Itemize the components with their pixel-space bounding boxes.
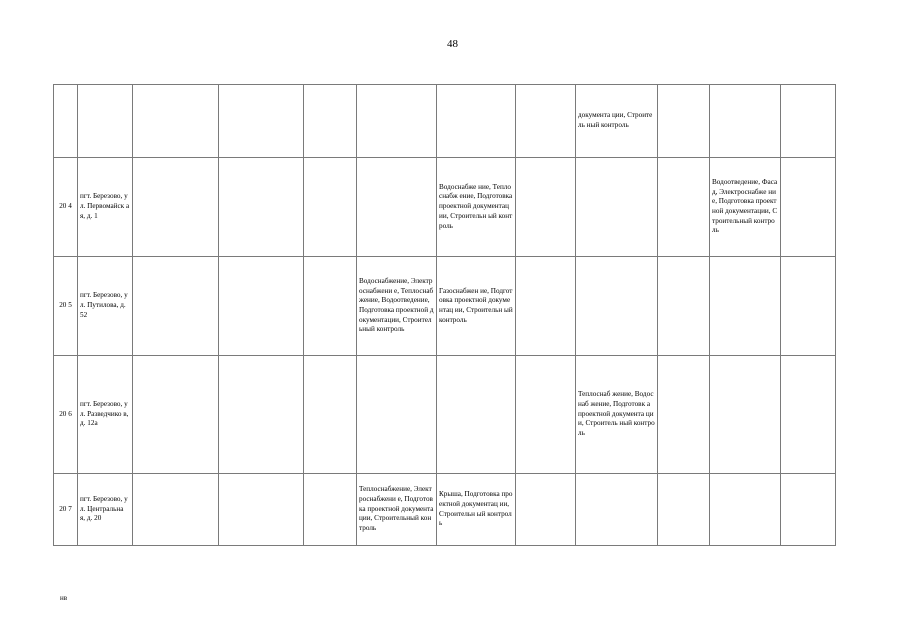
empty-cell <box>516 257 576 356</box>
row-number-cell: 20 6 <box>54 356 78 474</box>
row-number-cell <box>54 85 78 158</box>
works-cell: Газоснабжен ие, Подготовка проектной документац ии, Строительн ый контроль <box>437 257 516 356</box>
table-row <box>54 474 836 546</box>
works-cell <box>357 356 437 474</box>
address-cell: пгт. Березово, ул. Центральна я, д. 20 <box>78 474 133 546</box>
address-cell <box>78 85 133 158</box>
table-row <box>54 356 836 474</box>
works-cell <box>710 257 781 356</box>
empty-cell <box>781 158 836 257</box>
empty-cell <box>133 85 219 158</box>
works-cell: Водоотведение, Фасад, Электроснабже ние, Подготовка проектной документации, Строительный контроль <box>710 158 781 257</box>
works-cell: Теплоснаб жение, Водоснаб жение, Подготовк а проектной документа ции, Строитель ный контроль <box>576 356 658 474</box>
works-cell <box>710 356 781 474</box>
empty-cell <box>133 257 219 356</box>
empty-cell <box>781 474 836 546</box>
empty-cell <box>219 85 304 158</box>
works-cell <box>357 158 437 257</box>
empty-cell <box>658 158 710 257</box>
row-number-cell: 20 4 <box>54 158 78 257</box>
empty-cell <box>516 158 576 257</box>
address-cell: пгт. Березово, ул. Разведчико в, д. 12а <box>78 356 133 474</box>
works-cell <box>710 474 781 546</box>
empty-cell <box>658 356 710 474</box>
empty-cell <box>219 356 304 474</box>
empty-cell <box>133 356 219 474</box>
empty-cell <box>516 85 576 158</box>
row-number-cell: 20 5 <box>54 257 78 356</box>
works-cell: Водоснабже ние, Теплоснабж ение, Подготовка проектной документац ии, Строительн ый контроль <box>437 158 516 257</box>
empty-cell <box>219 158 304 257</box>
empty-cell <box>658 474 710 546</box>
works-cell <box>658 85 710 158</box>
works-cell <box>357 85 437 158</box>
works-cell <box>576 474 658 546</box>
empty-cell <box>710 85 781 158</box>
address-cell: пгт. Березово, ул. Первомайск ая, д. 1 <box>78 158 133 257</box>
empty-cell <box>304 158 357 257</box>
table-row <box>54 85 836 158</box>
empty-cell <box>781 257 836 356</box>
empty-cell <box>304 356 357 474</box>
works-cell: Теплоснабжение, Электроснабжени е, Подготовка проектной документации, Строительный контроль <box>357 474 437 546</box>
works-cell <box>437 85 516 158</box>
footer-mark: нв <box>60 594 68 602</box>
empty-cell <box>658 257 710 356</box>
empty-cell <box>219 257 304 356</box>
empty-cell <box>516 356 576 474</box>
empty-cell <box>304 474 357 546</box>
address-cell: пгт. Березово, ул. Путилова, д. 52 <box>78 257 133 356</box>
works-cell <box>576 257 658 356</box>
works-cell: документа ции, Строитель ный контроль <box>576 85 658 158</box>
row-number-cell: 20 7 <box>54 474 78 546</box>
table-row <box>54 257 836 356</box>
table-row <box>54 158 836 257</box>
empty-cell <box>516 474 576 546</box>
works-cell: Крыша, Подготовка проектной документац ии, Строительн ый контроль <box>437 474 516 546</box>
works-cell <box>576 158 658 257</box>
empty-cell <box>133 158 219 257</box>
repair-schedule-table <box>53 84 836 546</box>
empty-cell <box>781 356 836 474</box>
empty-cell <box>781 85 836 158</box>
works-cell <box>437 356 516 474</box>
page-number: 48 <box>447 38 458 50</box>
empty-cell <box>304 257 357 356</box>
empty-cell <box>133 474 219 546</box>
empty-cell <box>304 85 357 158</box>
empty-cell <box>219 474 304 546</box>
works-cell: Водоснабжение, Электроснабжени е, Теплоснабжение, Водоотведение, Подготовка проектной документации, Строительный контроль <box>357 257 437 356</box>
